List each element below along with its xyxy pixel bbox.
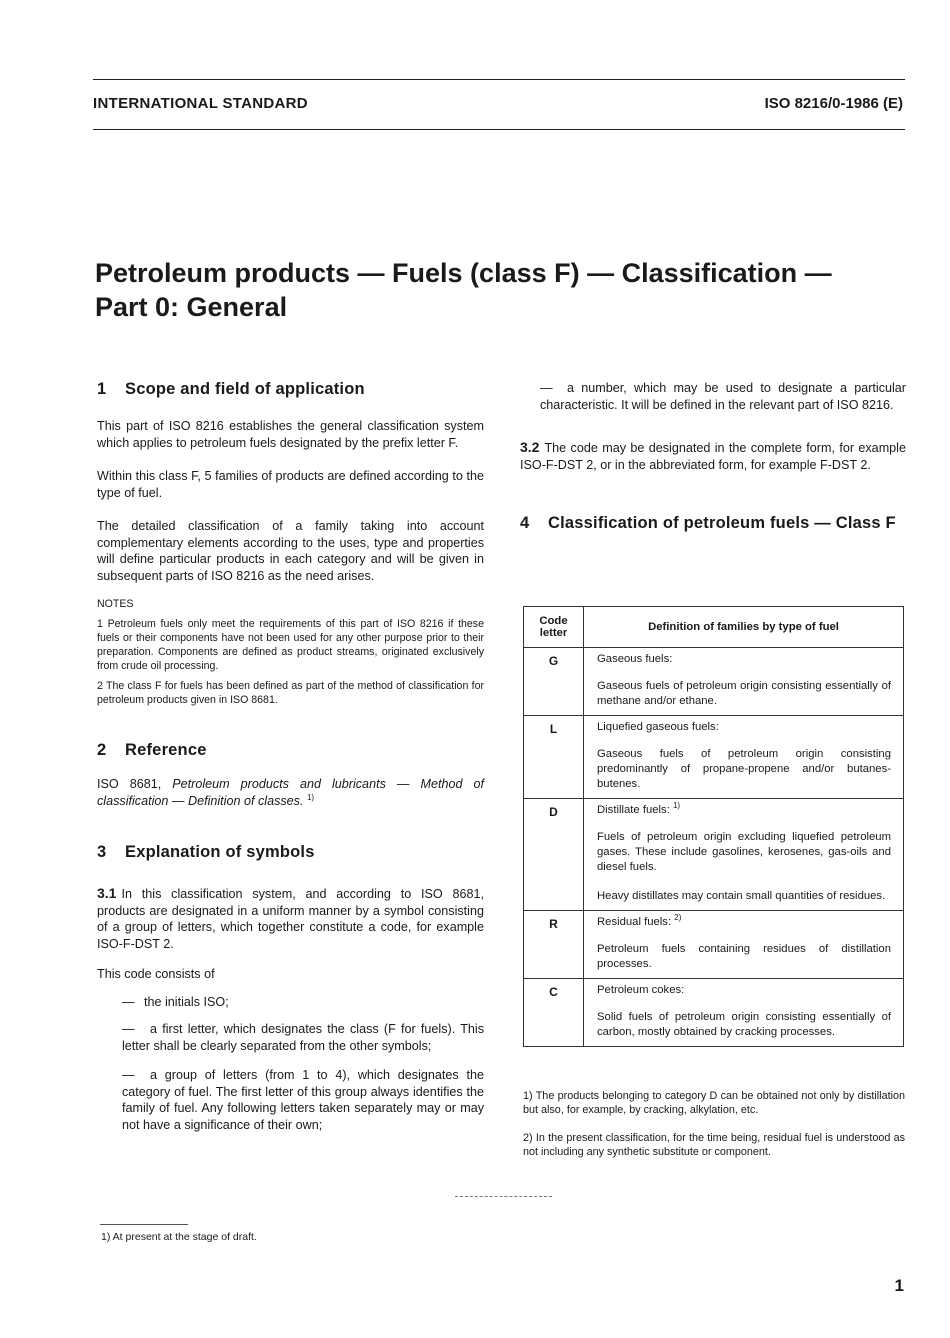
header-bottom-rule xyxy=(93,129,905,130)
code-cell: D xyxy=(524,799,584,911)
footnote-rule xyxy=(100,1224,188,1225)
table-row xyxy=(524,648,904,716)
definition-cell: Liquefied gaseous fuels: Gaseous fuels of petroleum origin consisting predominantly of propane-propene and/or butanes-butenes. xyxy=(584,716,904,799)
header-code-letter: Code letter xyxy=(524,607,584,648)
section-1-para-2: Within this class F, 5 families of products are defined according to the type of fuel. xyxy=(97,469,484,500)
clause-3-2: 3.2 The code may be designated in the complete form, for example ISO-F-DST 2, or in the abbreviated form, for example F-DST 2. xyxy=(520,439,906,472)
section-4-heading: 4 Classification of petroleum fuels — Class F xyxy=(520,514,896,532)
header-definition: Definition of families by type of fuel xyxy=(584,607,904,648)
notes-label: NOTES xyxy=(97,598,134,610)
code-cell: L xyxy=(524,716,584,799)
table-row xyxy=(524,716,904,799)
definition-cell: Gaseous fuels: Gaseous fuels of petroleum origin consisting essentially of methane and/or ethane. xyxy=(584,648,904,716)
definition-cell: Residual fuels: $^{2)}$ Petroleum fuels containing residues of distillation processes. xyxy=(584,911,904,979)
code-consists-text: This code consists of xyxy=(97,967,215,981)
header-document-number: ISO 8216/0-1986 (E) xyxy=(764,95,903,112)
end-divider xyxy=(455,1196,552,1197)
code-cell: G xyxy=(524,648,584,716)
section-1-para-3: The detailed classification of a family taking into account complementary elements according to the uses, type and properties will define particular products in each category and will be given in subsequent parts of ISO 8216 as the need arises. xyxy=(97,519,484,583)
list-item: — the initials ISO; xyxy=(122,994,229,1009)
header-top-rule xyxy=(93,79,905,80)
list-item: — a first letter, which designates the class (F for fuels). This letter shall be clearly separated from the other symbols; xyxy=(122,1022,484,1053)
note-2: 2 The class F for fuels has been defined as part of the method of classification for petroleum products given in ISO 8681. xyxy=(97,680,484,706)
code-cell: C xyxy=(524,979,584,1047)
page-footnote: 1) At present at the stage of draft. xyxy=(101,1231,257,1243)
table-row xyxy=(524,799,904,911)
table-footnotes xyxy=(523,1089,905,1173)
right-column xyxy=(520,380,906,533)
page-number: 1 xyxy=(894,1276,904,1295)
section-1-heading: 1 Scope and field of application xyxy=(97,380,365,398)
list-item: — a group of letters (from 1 to 4), which designates the category of fuel. The first letter of this group always identifies the family of fuel. Any following letters taken separately may or may not have a significance of their own; xyxy=(122,1068,484,1132)
reference-entry: ISO 8681, Petroleum products and lubricants — Method of classification — Definition of classes. $^{1)}$ xyxy=(97,777,484,808)
section-1-para-1: This part of ISO 8216 establishes the general classification system which applies to petroleum fuels designated by the prefix letter F. xyxy=(97,419,484,450)
table-footnote-2: 2) In the present classification, for the time being, residual fuel is understood as not including any synthetic substitute or component. xyxy=(523,1132,905,1158)
fuel-classification-table xyxy=(523,606,904,1047)
definition-cell: Distillate fuels: $^{1)}$ Fuels of petroleum origin excluding liquefied petroleum gases. These include gasolines, kerosenes, gas-oils and diesel fuels. Heavy distillates may contain small quantities of residues. xyxy=(584,799,904,911)
title-line-2: Part 0: General xyxy=(95,292,288,322)
code-cell: R xyxy=(524,911,584,979)
note-1: 1 Petroleum fuels only meet the requirements of this part of ISO 8216 if these fuels or their components have not been used for any other purpose prior to their preparation. Components are defined as product streams, originated exclusively from crude oil processing. xyxy=(97,618,484,672)
list-item: — a number, which may be used to designate a particular characteristic. It will be defined in the relevant part of ISO 8216. xyxy=(540,381,906,412)
clause-3-1: 3.1 In this classification system, and according to ISO 8681, products are designated in a uniform manner by a symbol consisting of a group of letters, which together constitute a code, for example ISO-F-DST 2. xyxy=(97,885,484,951)
table-row xyxy=(524,979,904,1047)
section-2-heading: 2 Reference xyxy=(97,741,207,759)
table-footnote-1: 1) The products belonging to category D can be obtained not only by distillation but also, for example, by cracking, alkylation, etc. xyxy=(523,1090,905,1116)
left-column xyxy=(97,380,484,1133)
table-header-row xyxy=(524,607,904,648)
header-standard-label: INTERNATIONAL STANDARD xyxy=(93,95,308,112)
title-line-1: Petroleum products — Fuels (class F) — Classification — xyxy=(95,258,832,288)
section-3-heading: 3 Explanation of symbols xyxy=(97,843,315,861)
document-title xyxy=(95,256,915,324)
table-row xyxy=(524,911,904,979)
definition-cell: Petroleum cokes: Solid fuels of petroleum origin consisting essentially of carbon, mostly obtained by cracking processes. xyxy=(584,979,904,1047)
